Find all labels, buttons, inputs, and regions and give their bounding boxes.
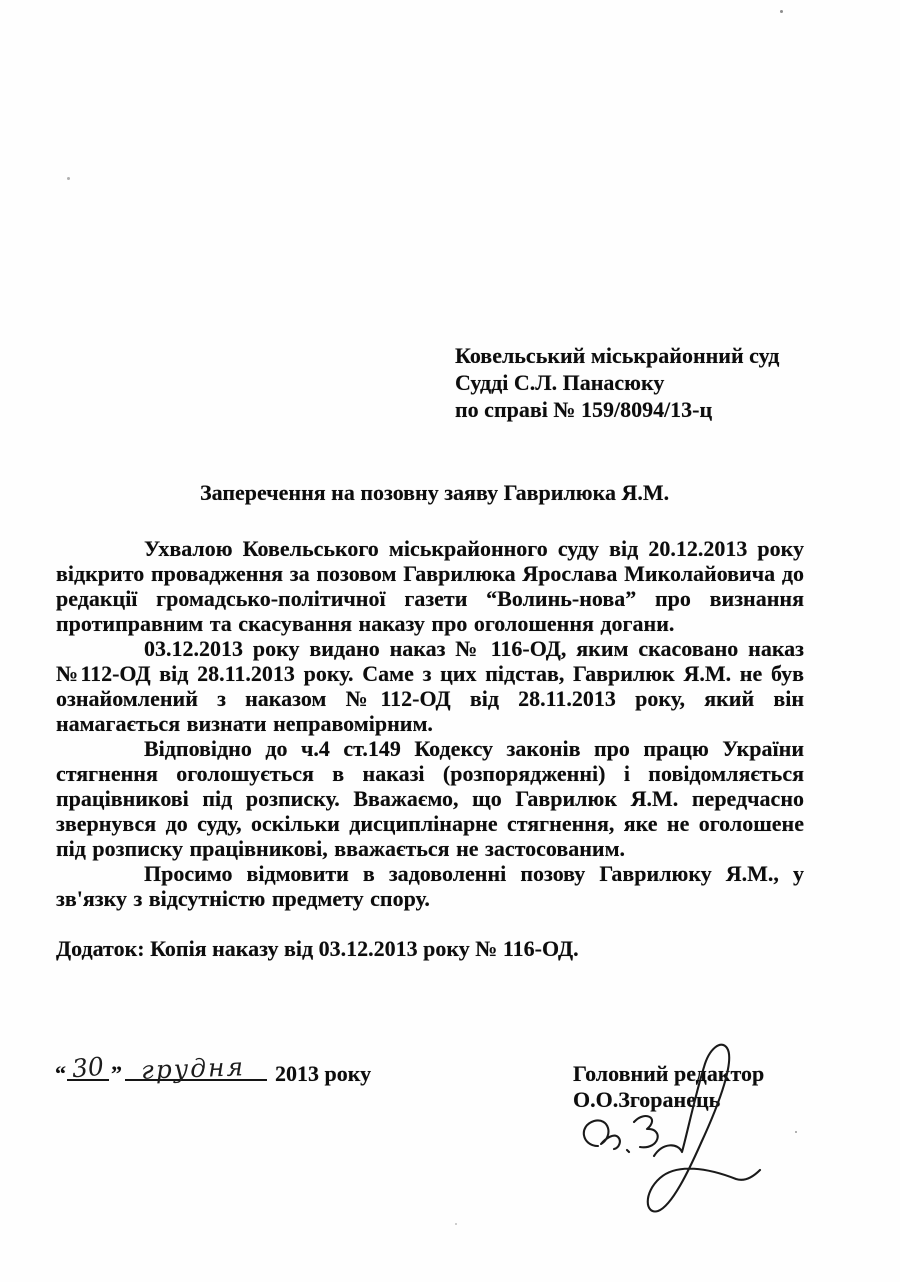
addressee-block [455,342,779,423]
scan-speck [455,1223,457,1225]
open-quote: “ [55,1061,66,1086]
date-month-blank [125,1052,267,1085]
case-number: по справі № 159/8094/13-ц [455,397,713,422]
signer-position: Головний редактор [573,1061,765,1086]
document-body [56,536,804,911]
handwritten-day: 30 [70,1051,106,1084]
signature-scribble [568,1038,778,1230]
date-day-blank [67,1051,109,1084]
document-title: Заперечення на позовну заяву Гаврилюка Я.М. [200,480,670,505]
close-quote: ” [111,1061,122,1086]
paragraph: Відповідно до ч.4 ст.149 Кодексу законів про працю України стягнення оголошується в наказі (розпорядженні) і повідомляється працівникові під розписку. Вважаємо, що Гаврилюк Я.М. передчасно звернувся до суду, оскільки дисциплінарне стягнення, яке не оголошене під розписку працівникові, вважається не застосованим. [56,736,804,861]
paragraph: Ухвалою Ковельського міськрайонного суду від 20.12.2013 року відкрито провадження за позовом Гаврилюка Ярослава Миколайовича до редакції громадсько-політичної газети “Волинь-нова” про визнання протиправним та скасування наказу про оголошення догани. [56,536,804,636]
paragraph: 03.12.2013 року видано наказ № 116-ОД, яким скасовано наказ №112-ОД від 28.11.2013 року. Саме з цих підстав, Гаврилюк Я.М. не був ознайомлений з наказом №112-ОД від 28.11.2013 року, який він намагається визнати неправомірним. [56,636,804,736]
signer-name: О.О.Згоранець [573,1087,721,1112]
date-line [55,1051,372,1087]
court-name: Ковельський міськрайонний суд [455,343,780,368]
date-year: 2013 року [275,1061,372,1086]
scan-speck [795,1131,797,1133]
scan-speck [67,177,70,180]
signature-stroke [648,1045,760,1212]
signature-stroke [584,1120,629,1152]
judge-name: Судді С.Л. Панасюку [455,370,665,395]
handwritten-month: грудня [140,1052,246,1085]
scan-speck [780,10,783,13]
signature-stroke [634,1116,658,1147]
attachment-line: Додаток: Копія наказу від 03.12.2013 року № 116-ОД. [56,936,579,961]
paragraph: Просимо відмовити в задоволенні позову Гаврилюку Я.М., у зв'язку з відсутністю предмету спору. [56,861,804,911]
